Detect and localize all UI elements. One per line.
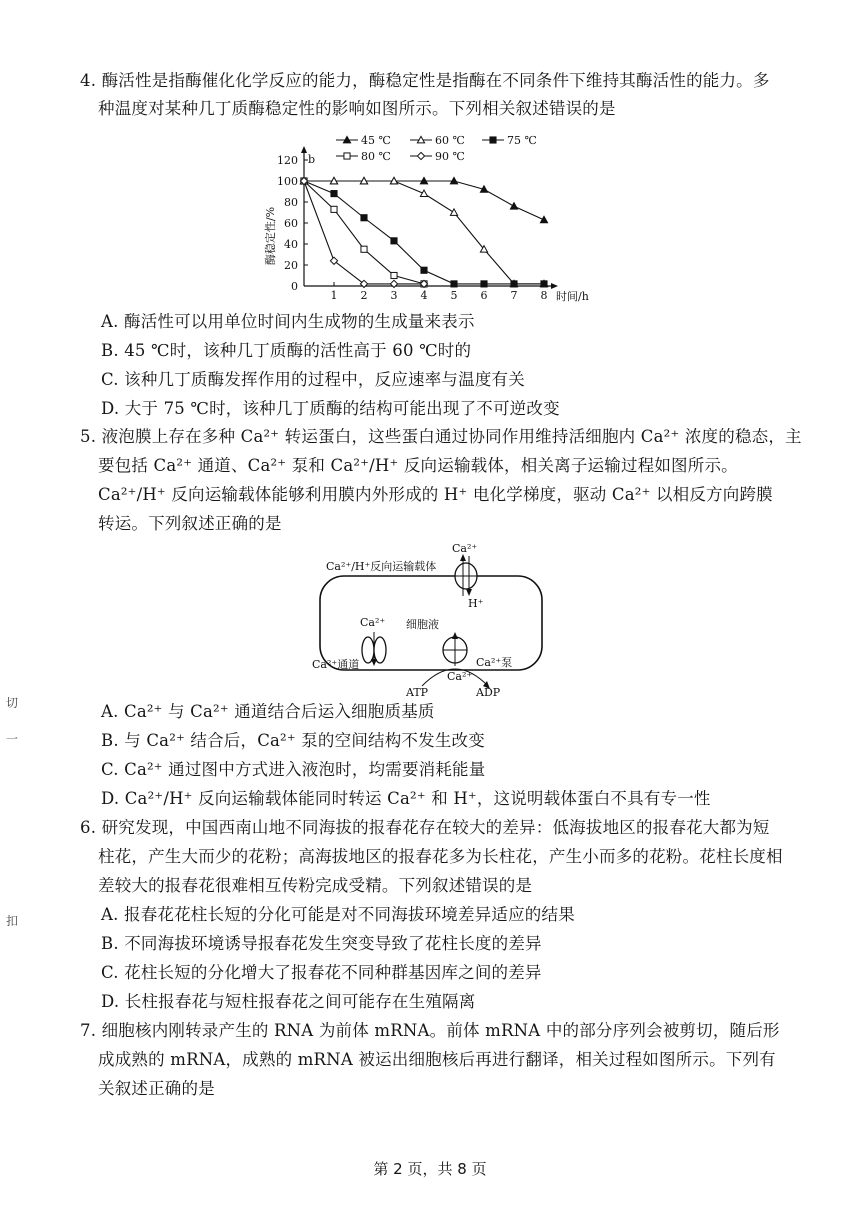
q6-stem-line2: 柱花，产生大而少的花粉；高海拔地区的报春花多为长柱花，产生小而多的花粉。花柱长度相 (98, 847, 783, 866)
q5-stem-line1: 5. 液泡膜上存在多种 Ca²⁺ 转运蛋白，这些蛋白通过协同作用维持活细胞内 Ca²⁺ 浓度的稳态，主 (80, 427, 802, 446)
q5-stem-line2: 要包括 Ca²⁺ 通道、Ca²⁺ 泵和 Ca²⁺/H⁺ 反向运输载体，相关离子运输过程如图所示。 (98, 456, 738, 475)
x-axis-arrow (551, 283, 558, 289)
q5-option-b: B. 与 Ca²⁺ 结合后，Ca²⁺ 泵的空间结构不发生改变 (101, 731, 485, 750)
q4-option-d: D. 大于 75 ℃时，该种几丁质酶的结构可能出现了不可逆改变 (101, 399, 560, 418)
page-footer: 第 2 页，共 8 页 (373, 1160, 487, 1178)
vacuole-membrane-diagram (300, 540, 560, 700)
q6-option-d: D. 长柱报春花与短柱报春花之间可能存在生殖隔离 (101, 992, 476, 1011)
x-tick-label: 3 (390, 289, 398, 302)
enzyme-stability-chart (250, 128, 610, 306)
chart-legend (336, 134, 537, 163)
series-line (304, 181, 424, 284)
q4-option-a: A. 酶活性可以用单位时间内生成物的生成量来表示 (101, 312, 475, 331)
x-tick-label: 2 (360, 289, 368, 302)
atp-label: ATP (406, 686, 429, 699)
antiporter-h-label: H⁺ (468, 597, 484, 610)
margin-mark: 切 (6, 696, 19, 710)
x-tick-label: 1 (330, 289, 338, 302)
q6-option-a: A. 报春花花柱长短的分化可能是对不同海拔环境差异适应的结果 (101, 905, 575, 924)
q7-stem-line1: 7. 细胞核内刚转录产生的 RNA 为前体 mRNA。前体 mRNA 中的部分序列会被剪切，随后形 (80, 1021, 780, 1040)
chart-series (300, 177, 547, 287)
margin-mark: 扣 (6, 914, 19, 928)
legend-label: 75 ℃ (507, 134, 537, 147)
data-point-marker (481, 281, 487, 287)
ca-channel-label: Ca²⁺通道 (312, 658, 360, 671)
data-point-marker (511, 281, 517, 287)
pump-ca-label: Ca²⁺ (447, 670, 473, 683)
q5-stem-line4: 转运。下列叙述正确的是 (98, 514, 282, 533)
y-tick-label: 100 (277, 175, 298, 188)
chart-y-top-label: b (308, 153, 316, 166)
data-point-marker (510, 203, 517, 209)
data-point-marker (420, 190, 427, 196)
data-point-marker (451, 281, 457, 287)
data-point-marker (361, 215, 367, 221)
x-tick-label: 6 (480, 289, 488, 302)
q6-stem-line3: 差较大的报春花很难相互传粉完成受精。下列叙述错误的是 (98, 876, 533, 895)
y-tick-label: 0 (291, 280, 298, 293)
legend-marker (490, 137, 496, 143)
y-tick-label: 120 (277, 154, 298, 167)
pump-label: Ca²⁺泵 (476, 656, 513, 669)
antiporter-ca-label: Ca²⁺ (452, 542, 478, 555)
legend-label: 45 ℃ (361, 134, 391, 147)
q7-stem-line3: 关叙述正确的是 (98, 1079, 215, 1098)
y-tick-label: 20 (284, 259, 298, 272)
q7-stem-line2: 成成熟的 mRNA，成熟的 mRNA 被运出细胞核后再进行翻译，相关过程如图所示。下列有 (98, 1050, 776, 1069)
y-tick-label: 40 (284, 238, 298, 251)
data-point-marker (450, 209, 457, 215)
q5-option-d: D. Ca²⁺/H⁺ 反向运输载体能同时转运 Ca²⁺ 和 H⁺，这说明载体蛋白不具有专一性 (101, 789, 711, 808)
legend-label: 60 ℃ (435, 134, 465, 147)
data-point-marker (540, 216, 547, 222)
q6-option-b: B. 不同海拔环境诱导报春花发生突变导致了花柱长度的差异 (101, 934, 542, 953)
q4-option-c: C. 该种几丁质酶发挥作用的过程中，反应速率与温度有关 (101, 370, 525, 389)
data-point-marker (361, 246, 367, 252)
x-tick-label: 5 (450, 289, 458, 302)
legend-label: 80 ℃ (361, 150, 391, 163)
q4-stem-line2: 种温度对某种几丁质酶稳定性的影响如图所示。下列相关叙述错误的是 (98, 99, 616, 118)
data-point-marker (391, 272, 397, 278)
legend-marker (344, 153, 350, 159)
chart-y-axis-label: 酶稳定性/% (264, 206, 277, 266)
x-tick-label: 7 (510, 289, 518, 302)
margin-mark: 一 (6, 732, 19, 746)
q5-option-a: A. Ca²⁺ 与 Ca²⁺ 通道结合后运入细胞质基质 (101, 702, 435, 721)
q6-option-c: C. 花柱长短的分化增大了报春花不同种群基因库之间的差异 (101, 963, 542, 982)
y-tick-label: 60 (284, 217, 298, 230)
y-axis-arrow (301, 146, 307, 153)
legend-label: 90 ℃ (435, 150, 465, 163)
q4-stem-line1: 4. 酶活性是指酶催化化学反应的能力，酶稳定性是指酶在不同条件下维持其酶活性的能力。多 (80, 71, 770, 90)
data-point-marker (391, 238, 397, 244)
data-point-marker (331, 206, 337, 212)
legend-marker (417, 152, 424, 159)
chart-x-axis-label: 时间/h (556, 290, 589, 303)
data-point-marker (421, 267, 427, 273)
x-tick-label: 4 (420, 289, 428, 302)
antiporter-label: Ca²⁺/H⁺反向运输载体 (326, 560, 437, 573)
channel-ca-label: Ca²⁺ (360, 616, 386, 629)
series-line (304, 181, 424, 284)
x-tick-label: 8 (540, 289, 548, 302)
cell-sap-label: 细胞液 (406, 618, 439, 631)
q5-stem-line3: Ca²⁺/H⁺ 反向运输载体能够利用膜内外形成的 H⁺ 电化学梯度，驱动 Ca²⁺ 以相反方向跨膜 (98, 485, 773, 504)
q5-option-c: C. Ca²⁺ 通过图中方式进入液泡时，均需要消耗能量 (101, 760, 486, 779)
chart-axes (277, 146, 558, 302)
q6-stem-line1: 6. 研究发现，中国西南山地不同海拔的报春花存在较大的差异：低海拔地区的报春花大都为短 (80, 818, 770, 837)
q4-option-b: B. 45 ℃时，该种几丁质酶的活性高于 60 ℃时的 (101, 341, 472, 360)
data-point-marker (331, 191, 337, 197)
series-line (304, 181, 544, 220)
y-tick-label: 80 (284, 196, 298, 209)
data-point-marker (541, 281, 547, 287)
adp-label: ADP (476, 686, 501, 699)
